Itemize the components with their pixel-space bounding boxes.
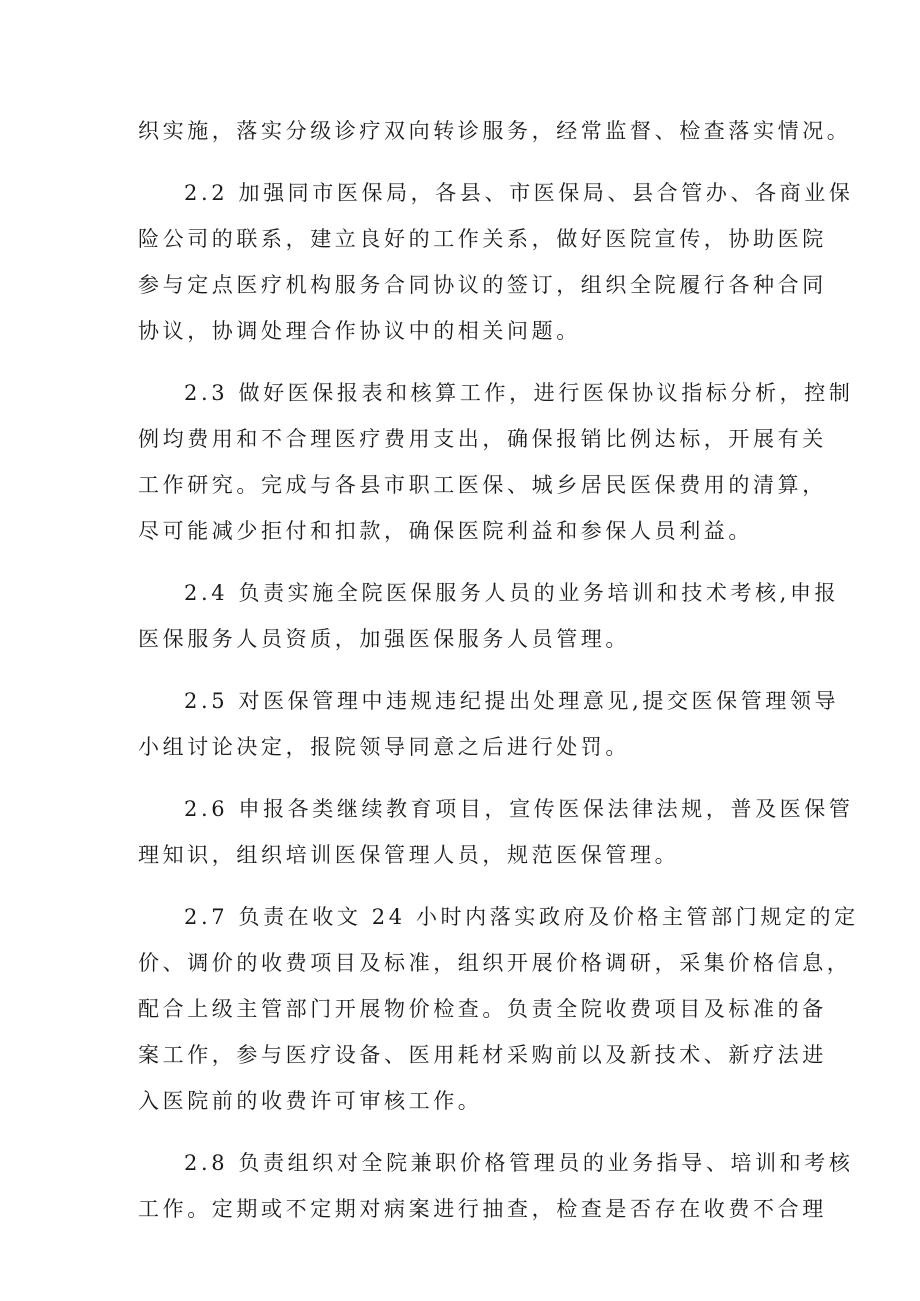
paragraph-2-7 (138, 894, 859, 1124)
text-line: 工作研究。完成与各县市职工医保、城乡居民医保费用的清算， (138, 473, 827, 497)
text-line: 价、调价的收费项目及标准，组织开展价格调研，采集价格信息， (138, 951, 852, 975)
text-line: 协议，协调处理合作协议中的相关问题。 (138, 319, 581, 343)
paragraph-2-6 (138, 786, 854, 878)
text-line: 2.6 申报各类继续教育项目，宣传医保法律法规，普及医保管 (184, 797, 854, 821)
text-line: 2.2 加强同市医保局，各县、市医保局、县合管办、各商业保 (184, 181, 854, 205)
paragraph-2-8 (138, 1140, 854, 1232)
text-line: 工作。定期或不定期对病案进行抽查，检查是否存在收费不合理 (138, 1197, 827, 1221)
text-line: 参与定点医疗机构服务合同协议的签订，组织全院履行各种合同 (138, 273, 827, 297)
text-line: 2.5 对医保管理中违规违纪提出处理意见,提交医保管理领导 (184, 689, 840, 713)
text-line: 2.8 负责组织对全院兼职价格管理员的业务指导、培训和考核 (184, 1151, 854, 1175)
text-line: 小组讨论决定，报院领导同意之后进行处罚。 (138, 735, 630, 759)
text-line: 理知识，组织培训医保管理人员，规范医保管理。 (138, 843, 680, 867)
text-line: 尽可能减少拒付和扣款，确保医院利益和参保人员利益。 (138, 519, 753, 543)
text-line: 险公司的联系，建立良好的工作关系，做好医院宣传，协助医院 (138, 227, 827, 251)
text-line: 医保服务人员资质，加强医保服务人员管理。 (138, 627, 630, 651)
text-line: 2.4 负责实施全院医保服务人员的业务培训和技术考核,申报 (184, 581, 840, 605)
text-line: 案工作，参与医疗设备、医用耗材采购前以及新技术、新疗法进 (138, 1043, 827, 1067)
text-line: 例均费用和不合理医疗费用支出，确保报销比例达标，开展有关 (138, 427, 827, 451)
text-line: 织实施，落实分级诊疗双向转诊服务，经常监督、检查落实情况。 (138, 119, 852, 143)
text-line: 入医院前的收费许可审核工作。 (138, 1089, 483, 1113)
text-line: 2.3 做好医保报表和核算工作，进行医保协议指标分析，控制 (184, 381, 854, 405)
text-line: 配合上级主管部门开展物价检查。负责全院收费项目及标准的备 (138, 997, 827, 1021)
paragraph-2-4 (138, 570, 840, 662)
text-line: 2.7 负责在收文 24 小时内落实政府及价格主管部门规定的定 (184, 905, 859, 929)
paragraph-2-3 (138, 370, 854, 554)
document-body (138, 108, 859, 1248)
paragraph-2-5 (138, 678, 840, 770)
paragraph-2-2 (138, 170, 854, 354)
paragraph-continued (138, 108, 852, 154)
